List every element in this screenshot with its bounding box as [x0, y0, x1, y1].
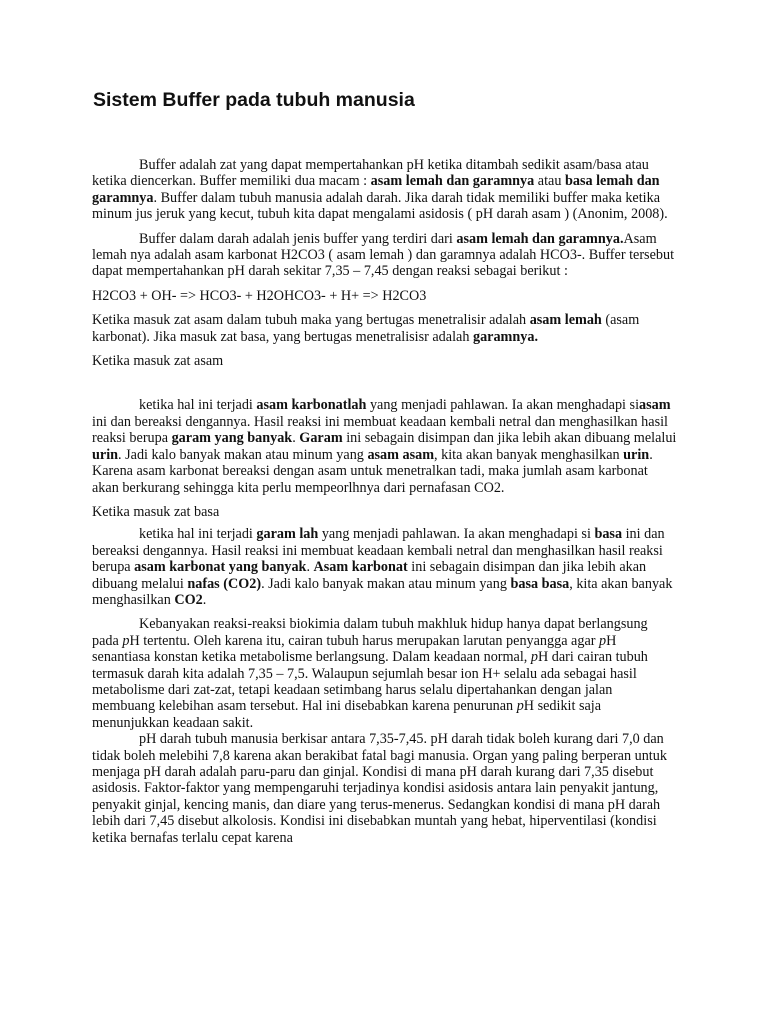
text-run: yang menjadi pahlawan. Ia akan menghadapi si: [318, 526, 595, 543]
bold-term: asam karbonatlah: [256, 397, 367, 414]
bold-term: basa basa: [510, 575, 570, 592]
bold-term: asam lemah dan garamnya.: [456, 230, 624, 247]
text-run: . Jadi kalo banyak makan atau minum yang: [261, 575, 511, 592]
text-run: Buffer adalah zat yang dapat mempertahankan pH ketika ditambah sedikit asam/basa atau ketika diencerkan. Buffer memiliki dua macam :: [92, 157, 649, 190]
subheading-acid: Ketika masuk zat asam: [92, 353, 224, 370]
text-run: yang menjadi pahlawan. Ia akan menghadapi si: [366, 397, 640, 414]
bold-term: Asam karbonat: [313, 559, 408, 576]
text-run: H senantiasa konstan ketika metabolisme berlangsung. Dalam keadaan normal,: [92, 632, 617, 666]
bold-term: basa lemah dan garamnya: [92, 173, 660, 206]
text-run: H sedikit saja menunjukkan keadaan sakit.: [92, 698, 602, 731]
bold-term: asam lemah: [529, 312, 602, 329]
text-run: .: [202, 591, 207, 608]
paragraph-buffer-definition: [92, 157, 677, 223]
italic-p: p: [599, 632, 607, 649]
paragraph-biochemical-ph: [92, 616, 677, 731]
text-run: Asam lemah nya adalah asam karbonat H2CO3 ( asam lemah ) dan garamnya adalah HCO3-. Buffer tersebut dapat mempertahankan pH darah sekitar 7,35 – 7,45 dengan reaksi sebagai berikut :: [92, 230, 675, 280]
bold-term: garam lah: [256, 526, 319, 543]
text-run: . Karena asam karbonat bereaksi dengan asam untuk menetralkan tadi, maka jumlah asam karbonat akan berkurang sehingga kita perlu mempeorlhnya dari pernafasan CO2.: [92, 446, 653, 496]
text-run: (asam karbonat). Jika masuk zat basa, yang bertugas menetralisisr adalah: [92, 312, 640, 345]
bold-term: Garam: [299, 430, 343, 447]
bold-term: basa: [594, 526, 623, 543]
bold-term: asam: [639, 397, 671, 414]
bold-term: garamnya.: [472, 328, 538, 345]
text-run: ketika hal ini terjadi: [139, 397, 257, 414]
paragraph-acid-reaction: [92, 397, 677, 495]
bold-term: asam asam: [367, 446, 435, 463]
paragraph-blood-buffer: [92, 231, 677, 280]
document-body: [92, 157, 677, 846]
text-run: ini dan bereaksi dengannya. Hasil reaksi ini membuat keadaan kembali netral dan menghasilkan hasil reaksi berupa: [92, 526, 665, 576]
reaction-equation: H2CO3 + OH- => HCO3- + H2OHCO3- + H+ => H2CO3: [92, 287, 427, 304]
text-run: H dari cairan tubuh termasuk darah kita adalah 7,35 – 7,5. Walaupun sejumlah besar ion H+ selalu ada sebagai hasil metabolisme dari zat-zat, tetapi keadaan setimbang harus selalu dipertahankan dengan jalan membuang kelebihan asam tersebut. Hal ini disebabkan karena penurunan: [92, 649, 648, 715]
subheading-base: Ketika masuk zat basa: [92, 503, 220, 520]
bold-term: urin: [623, 446, 650, 463]
italic-p: p: [122, 632, 130, 649]
text-run: . Buffer dalam tubuh manusia adalah darah. Jika darah tidak memiliki buffer maka ketika minum jus jeruk yang kecut, tubuh kita dapat mengalami asidosis ( pH darah asam ) (Anonim, 2008).: [92, 189, 668, 223]
text-run: ini sebagain disimpan dan jika lebih akan dibuang melalui: [342, 430, 677, 447]
bold-term: nafas (CO2): [187, 575, 262, 592]
text-run: , kita akan banyak menghasilkan: [434, 446, 624, 463]
paragraph-blood-ph-range: pH darah tubuh manusia berkisar antara 7,35-7,45. pH darah tidak boleh kurang dari 7,0 dan tidak boleh melebihi 7,8 karena akan berakibat fatal bagi manusia. Organ yang paling berperan untuk menjaga pH darah adalah paru-paru dan ginjal. Kondisi di mana pH darah kurang dari 7,35 disebut asidosis. Faktor-faktor yang mempengaruhi terjadinya kondisi asidosis antara lain penyakit jantung, penyakit ginjal, kencing manis, dan diare yang terus-menerus. Sedangkan kondisi di mana pH darah lebih dari 7,45 disebut alkolosis. Kondisi ini disebabkan muntah yang hebat, hiperventilasi (kondisi ketika bernafas terlalu cepat karena: [92, 731, 667, 846]
bold-term: urin: [92, 446, 119, 463]
paragraph-base-reaction: [92, 526, 677, 608]
text-run: .: [292, 430, 300, 447]
bold-term: CO2: [174, 591, 203, 608]
bold-term: asam karbonat yang banyak: [134, 559, 307, 576]
text-run: ini sebagain disimpan dan jika lebih akan dibuang melalui: [92, 559, 647, 592]
text-run: H tertentu. Oleh karena itu, cairan tubuh harus merupakan larutan penyangga agar: [129, 632, 600, 649]
italic-p: p: [516, 698, 524, 715]
text-run: atau: [534, 173, 565, 190]
document-title: Sistem Buffer pada tubuh manusia: [93, 89, 415, 111]
text-run: . Jadi kalo banyak makan atau minum yang: [118, 446, 368, 463]
italic-p: p: [530, 649, 538, 666]
text-run: Buffer dalam darah adalah jenis buffer yang terdiri dari: [139, 230, 457, 247]
text-run: ketika hal ini terjadi: [139, 526, 257, 543]
paragraph-neutralizer: [92, 312, 677, 345]
text-run: Kebanyakan reaksi-reaksi biokimia dalam tubuh makhluk hidup hanya dapat berlangsung pada: [92, 616, 648, 649]
bold-term: asam lemah dan garamnya: [370, 173, 535, 190]
text-run: ini dan bereaksi dengannya. Hasil reaksi ini membuat keadaan kembali netral dan menghasilkan hasil reaksi berupa: [92, 413, 668, 447]
text-run: , kita akan banyak menghasilkan: [92, 575, 673, 608]
text-run: Ketika masuk zat asam dalam tubuh maka yang bertugas menetralisir adalah: [92, 312, 530, 329]
text-run: .: [306, 559, 314, 576]
bold-term: garam yang banyak: [171, 430, 293, 447]
